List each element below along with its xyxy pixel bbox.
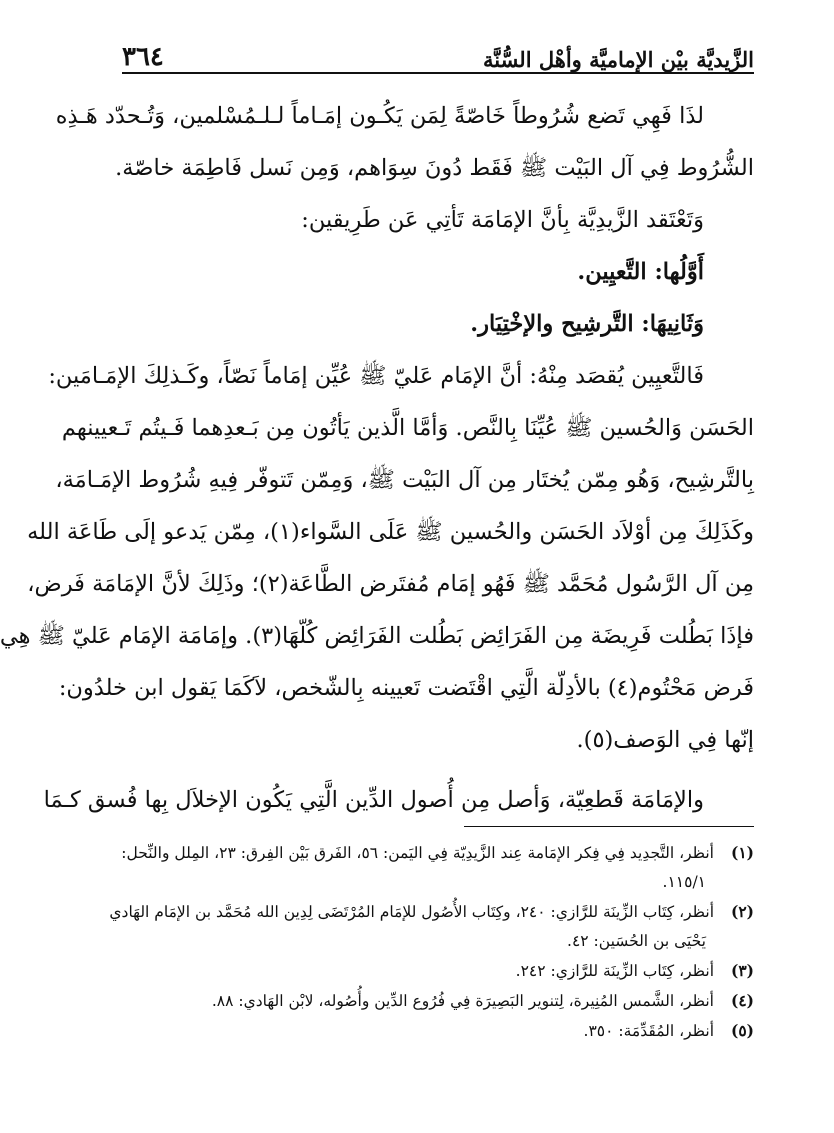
text-line: فَالتَّعيِين يُقصَد مِنْهُ: أنَّ الإمَام عَليّ ﷺ عُيِّن إمَاماً نَصّاً، وكَـذلِكَ الإمَـامَين: xyxy=(48,363,704,389)
footnote xyxy=(116,986,754,1016)
header-rule xyxy=(122,72,754,74)
footnote xyxy=(116,956,754,986)
text-line: فإذَا بَطُلت فَرِيضَة مِن الفَرَائِض بَطُلت الفَرَائِض كُلّهَا(٣). وإمَامَة الإمَام عَليّ ﷺ هِي xyxy=(0,623,754,649)
footnote xyxy=(116,1016,754,1046)
main-text xyxy=(0,90,754,826)
footnote-number: (٣) xyxy=(730,961,754,980)
footnote-text: أنظر، التَّجدِيد فِي فِكر الإمَامة عِند الزَّيدِيّة فِي اليَمن: ٥٦، الفَرق بَيْن الفِرق: ٢٣، المِلل والنِّحل: xyxy=(121,844,714,862)
footnote-continuation: يَحْيَى بن الحُسَين: ٤٢. xyxy=(567,932,706,950)
footnote-text: أنظر، كِتَاب الزِّينَة للرَّازي: ٢٤٠، وكِتَاب الأُصُول للإمَام المُرْتَضَى لِدِين الله مُحَمَّد بن الإمَام الهَادي xyxy=(109,903,714,921)
footnote xyxy=(116,838,754,868)
footnote-number: (٤) xyxy=(730,991,754,1010)
footnote-rule xyxy=(464,826,754,827)
text-line: فَرض مَحْتُوم(٤) بالأدِلّة الَّتِي اقْتَضت تَعيينه بِالشّخص، لاَكَمَا يَقول ابن خلدُون: xyxy=(58,675,754,701)
footnote-text: أنظر، كِتَاب الزِّينَة للرَّازي: ٢٤٢. xyxy=(515,962,714,980)
text-line: والإمَامَة قَطعِيّة، وَأصل مِن أُصول الدِّين الَّتِي يَكُون الإخلاَل بِها فُسق كـمَا xyxy=(43,787,704,813)
footnote-number: (٥) xyxy=(730,1021,754,1040)
running-header xyxy=(122,28,754,72)
text-line: وَثَانِيهَا: التَّرشِيح والإخْتِيَار. xyxy=(470,311,704,337)
footnotes xyxy=(109,838,754,1046)
text-line: الشُّرُوط فِي آل البَيْت ﷺ فَقَط دُونَ سِوَاهم، وَمِن نَسل فَاطِمَة خاصّة. xyxy=(115,155,754,181)
text-line: إنّها فِي الوَصف(٥). xyxy=(576,727,754,753)
text-line: وكَذَلِكَ مِن أوْلاَد الحَسَن والحُسين ﷺ عَلَى السَّواء(١)، مِمّن يَدعو إلَى طَاعَة الله xyxy=(27,519,754,545)
footnote-number: (١) xyxy=(730,843,754,862)
footnote-number: (٢) xyxy=(730,902,754,921)
footnote xyxy=(109,897,754,927)
text-line: بِالتَّرشِيح، وَهُو مِمّن يُختَار مِن آل البَيْت ﷺ، وَمِمّن تَتوفّر فِيهِ شُرُوط الإمَـامَة، xyxy=(55,467,754,493)
footnote-continuation: ١١٥/١. xyxy=(662,873,706,891)
page-number: ٣٦٤ xyxy=(122,42,164,72)
footnote-text: أنظر، الشَّمس المُنِيرة، لِتنوير البَصِيرَة فِي فُرُوع الدِّين وأُصُوله، لابْن الهَادي: ٨٨. xyxy=(211,992,714,1010)
text-line: الحَسَن وَالحُسين ﷺ عُيِّنَا بِالنَّص. وَأمَّا الَّذين يَأتُون مِن بَـعدِهما فَـيتُم تَـعيينهم xyxy=(61,415,754,441)
text-line: وَتَعْتَقد الزَّيدِيَّة بِأنَّ الإمَامَة تَأتِي عَن طَرِيقين: xyxy=(301,207,704,233)
footnote-text: أنظر، المُقَدِّمَة: ٣٥٠. xyxy=(583,1022,714,1040)
header-title: الزَّيديَّة بيْن الإماميَّة وأهْل السُّنَّة xyxy=(482,47,754,72)
text-line: لذَا فَهِي تَضع شُرُوطاً خَاصّةً لِمَن يَكُـون إمَـاماً لـلـمُسْلمين، وَتُـحدّد هَـذِه xyxy=(55,103,704,129)
text-line: مِن آل الرَّسُول مُحَمَّد ﷺ فَهُو إمَام مُفتَرض الطَّاعَة(٢)؛ وذَلِكَ لأنَّ الإمَامَة فَرض، xyxy=(27,571,754,597)
text-line: أَوَّلُها: التَّعيِين. xyxy=(577,259,704,285)
